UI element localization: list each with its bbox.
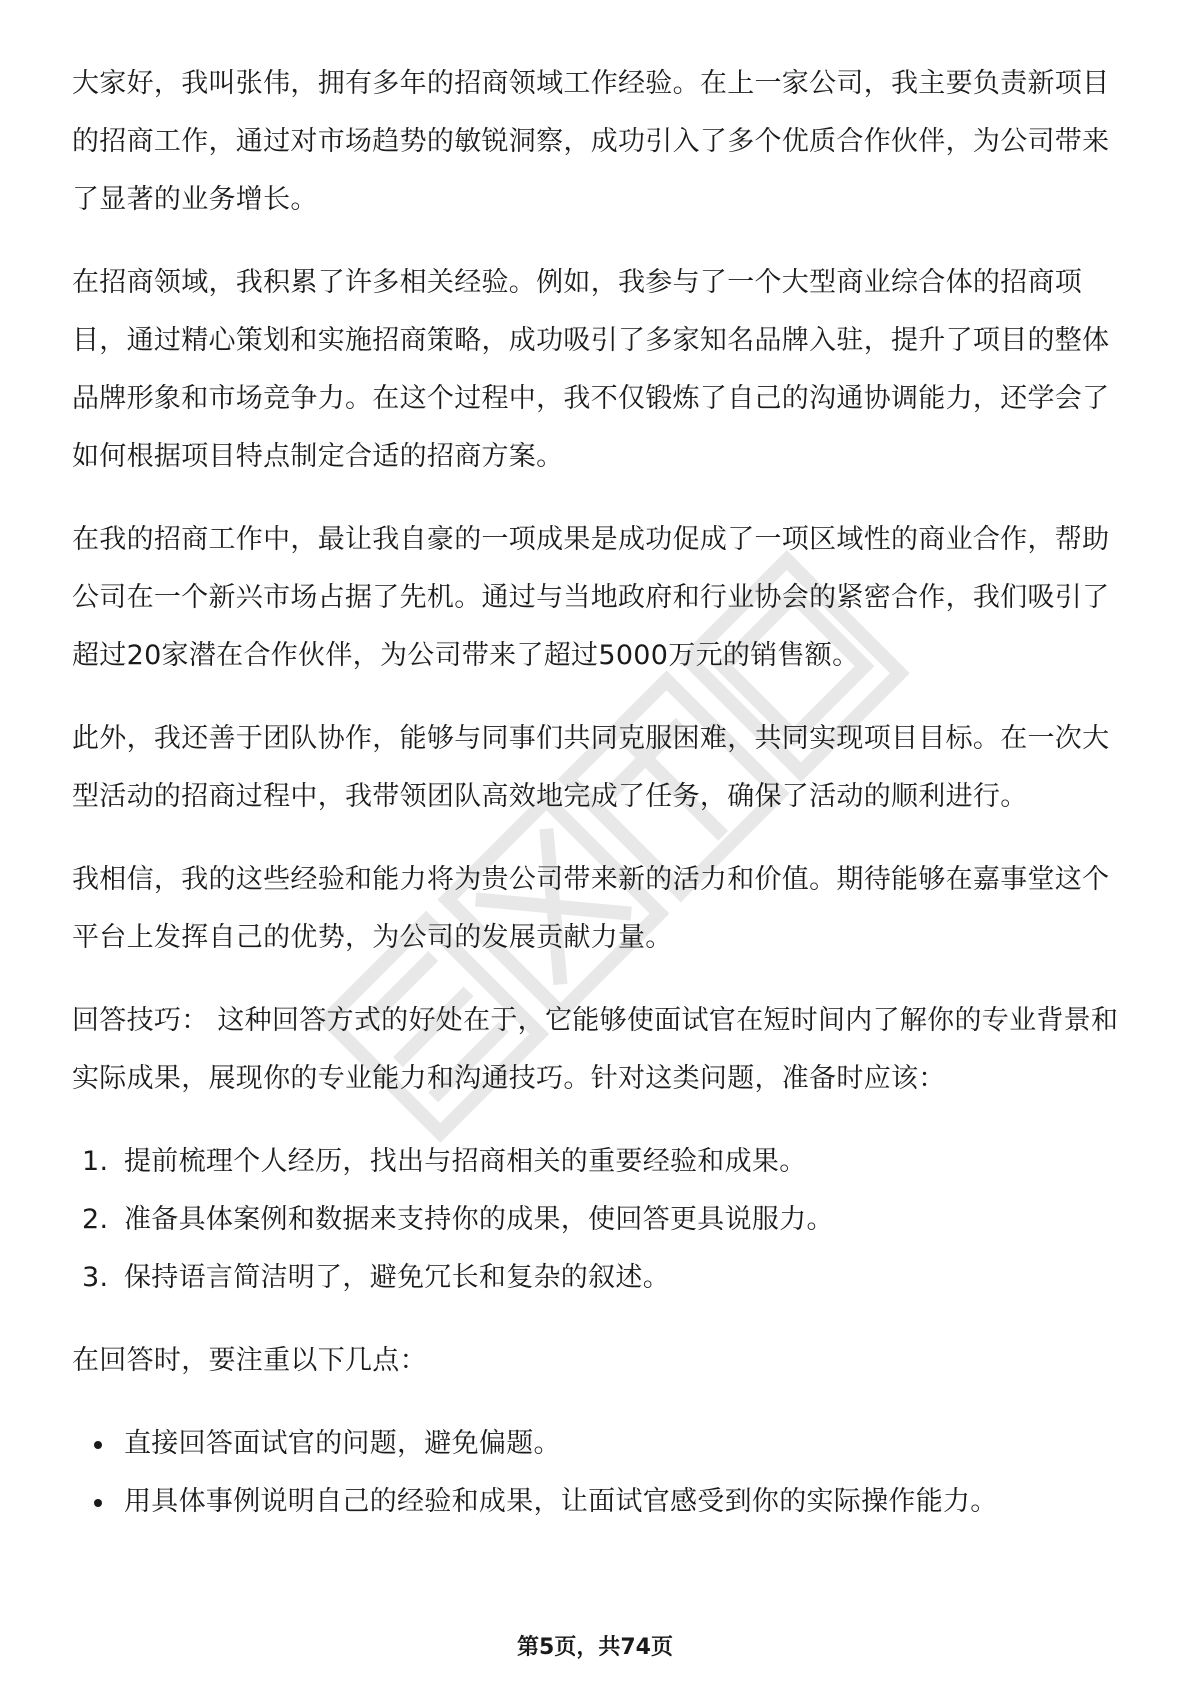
list-item [72, 1249, 1122, 1307]
list-item-text: 准备具体案例和数据来支持你的成果，使回答更具说服力。 [124, 1204, 834, 1235]
list-item-text: 提前梳理个人经历，找出与招商相关的重要经验和成果。 [124, 1146, 807, 1177]
document-body [72, 55, 1122, 1531]
list-item-number: 2. [82, 1204, 109, 1235]
list-item-number: 1. [82, 1146, 109, 1177]
bullet-item-text: 用具体事例说明自己的经验和成果，让面试官感受到你的实际操作能力。 [124, 1486, 998, 1517]
bullet-item-text: 直接回答面试官的问题，避免偏题。 [124, 1428, 561, 1459]
paragraph-answer-intro: 在回答时，要注重以下几点： [72, 1345, 427, 1376]
list-item [72, 1191, 1122, 1249]
bullet-item [72, 1415, 1122, 1473]
paragraph-closing: 我相信，我的这些经验和能力将为贵公司带来新的活力和价值。期待能够在嘉事堂这个平台上发挥自己的优势，为公司的发展贡献力量。 [72, 864, 1110, 953]
list-item-text: 保持语言简洁明了，避免冗长和复杂的叙述。 [124, 1262, 670, 1293]
bullet-dot-icon [94, 1441, 102, 1449]
bullet-item [72, 1473, 1122, 1531]
bullet-list [72, 1415, 1122, 1531]
paragraph-teamwork: 此外，我还善于团队协作，能够与同事们共同克服困难，共同实现项目目标。在一次大型活动的招商过程中，我带领团队高效地完成了任务，确保了活动的顺利进行。 [72, 723, 1110, 812]
numbered-list [72, 1133, 1122, 1307]
paragraph-achievement: 在我的招商工作中，最让我自豪的一项成果是成功促成了一项区域性的商业合作，帮助公司在一个新兴市场占据了先机。通过与当地政府和行业协会的紧密合作，我们吸引了超过20家潜在合作伙伴，为公司带来了超过5000万元的销售额。 [72, 524, 1110, 671]
bullet-dot-icon [94, 1499, 102, 1507]
paragraph-experience: 在招商领域，我积累了许多相关经验。例如，我参与了一个大型商业综合体的招商项目，通过精心策划和实施招商策略，成功吸引了多家知名品牌入驻，提升了项目的整体品牌形象和市场竞争力。在这个过程中，我不仅锻炼了自己的沟通协调能力，还学会了如何根据项目特点制定合适的招商方案。 [72, 267, 1110, 472]
list-item-number: 3. [82, 1262, 109, 1293]
paragraph-answer-tips: 回答技巧： 这种回答方式的好处在于，它能够使面试官在短时间内了解你的专业背景和实际成果，展现你的专业能力和沟通技巧。针对这类问题，准备时应该： [72, 1005, 1119, 1094]
paragraph-intro: 大家好，我叫张伟，拥有多年的招商领域工作经验。在上一家公司，我主要负责新项目的招商工作，通过对市场趋势的敏锐洞察，成功引入了多个优质合作伙伴，为公司带来了显著的业务增长。 [72, 68, 1110, 215]
list-item [72, 1133, 1122, 1191]
page-footer: 第5页，共74页 [517, 1635, 673, 1660]
